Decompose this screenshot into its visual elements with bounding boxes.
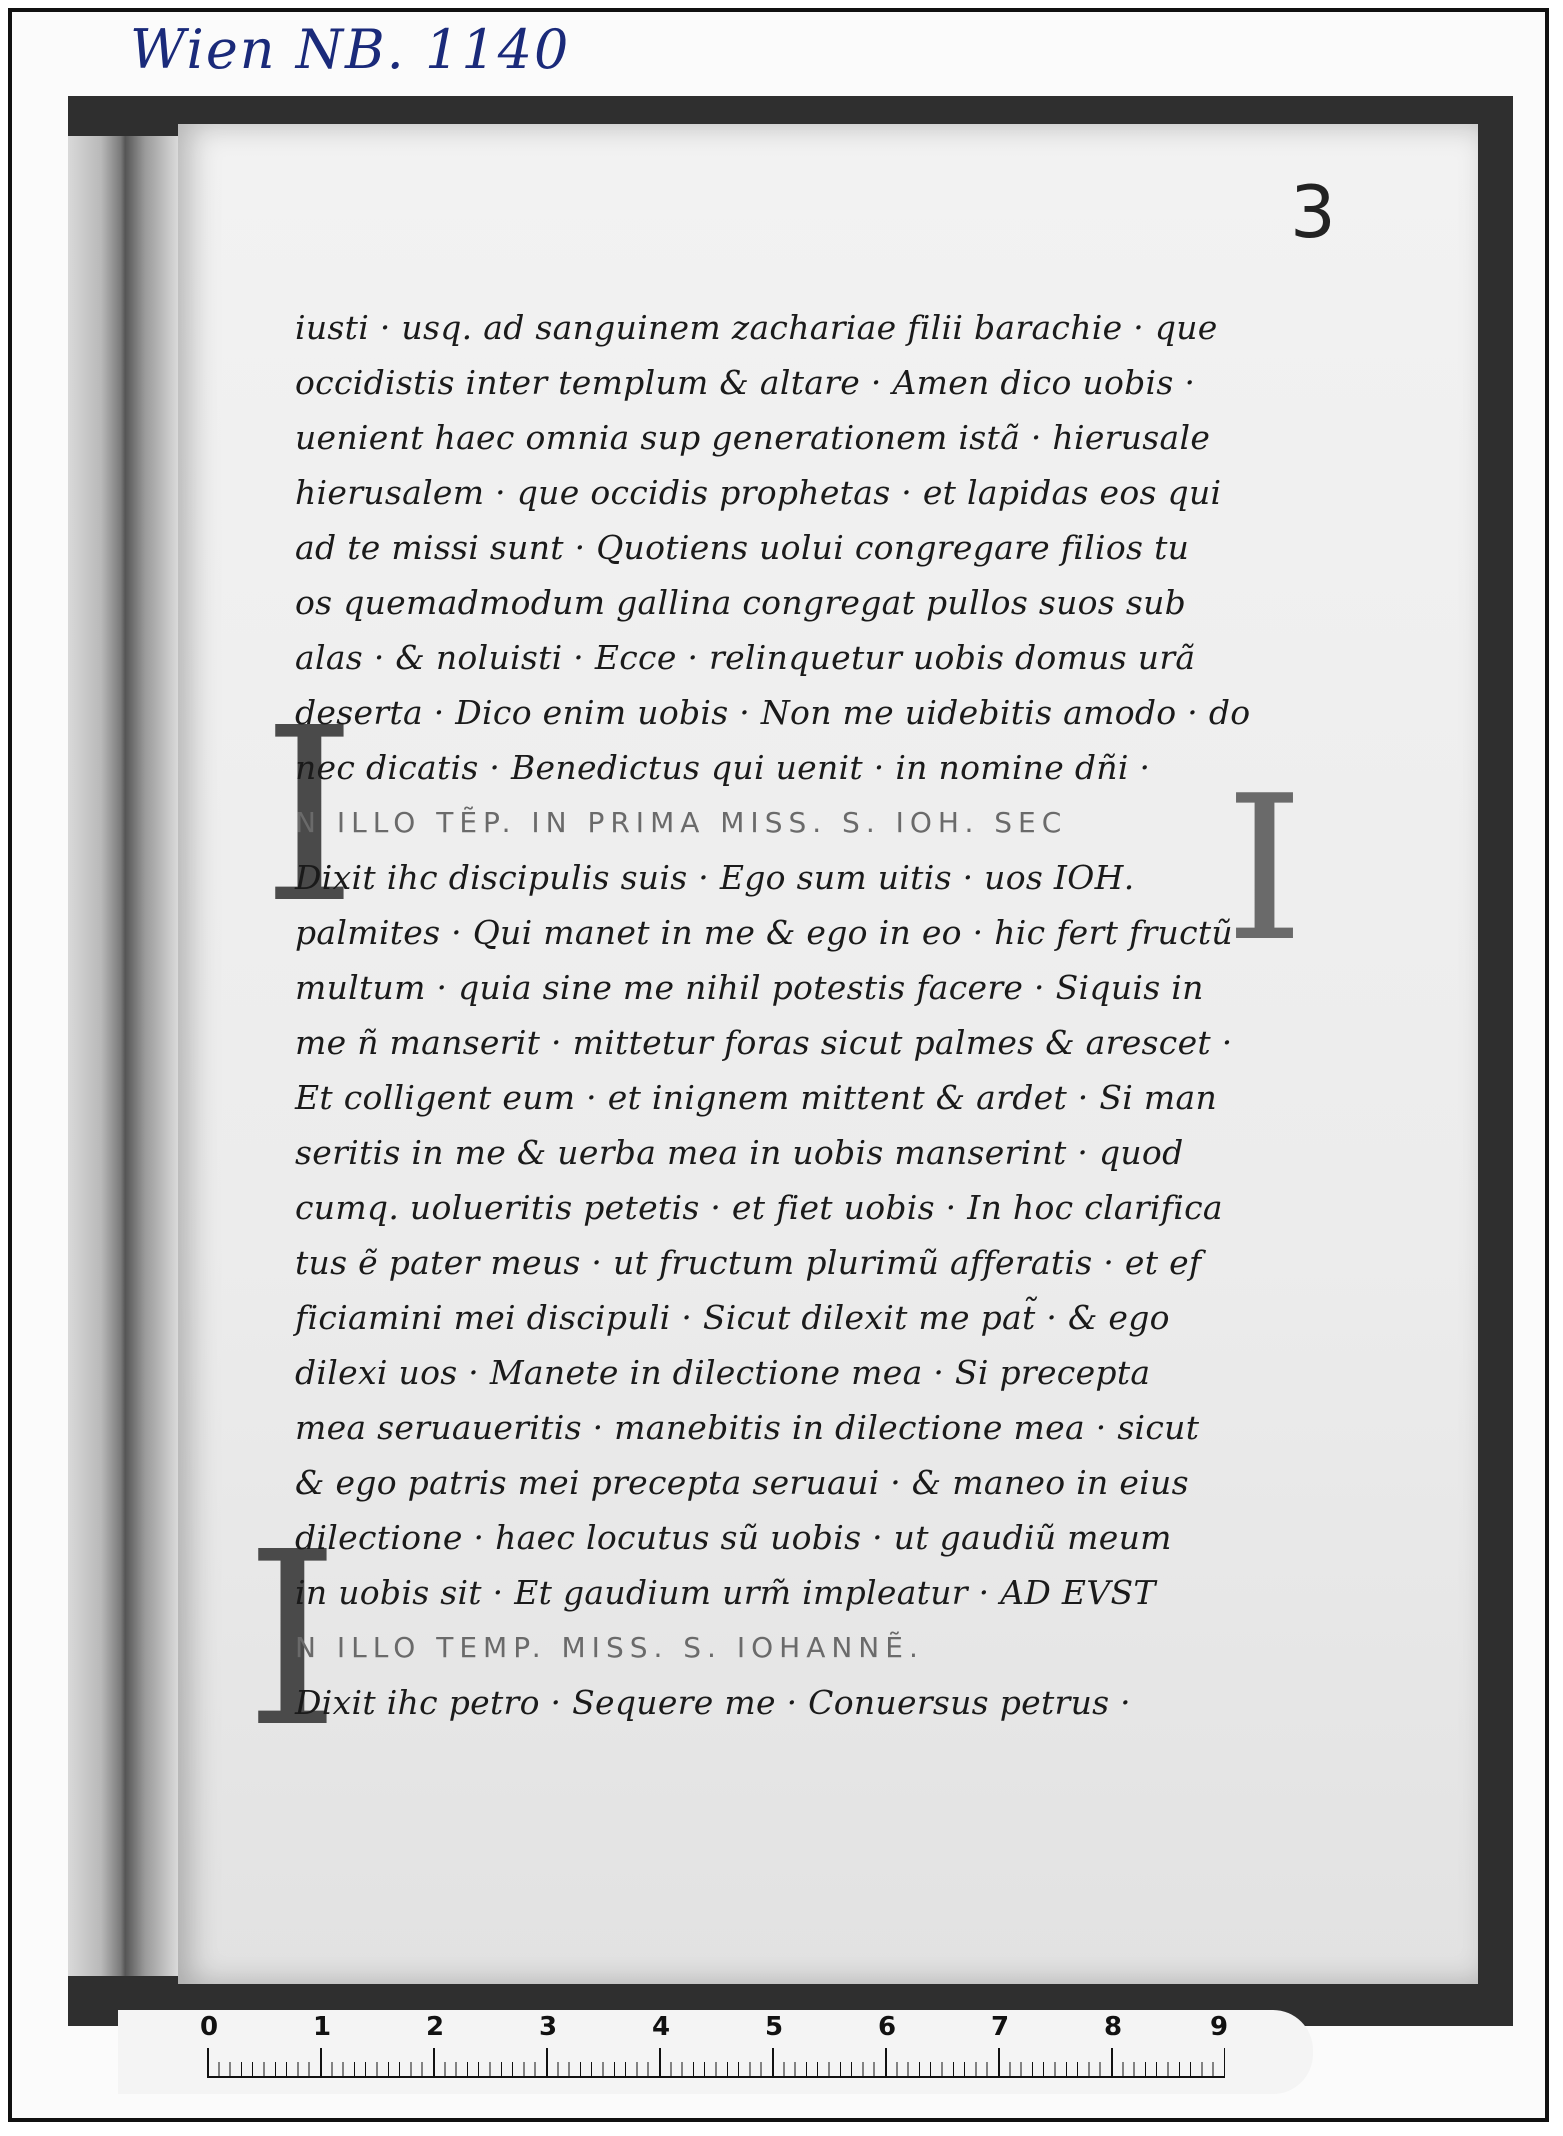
text-line: Et colligent eum · et inignem mittent & ardet · Si man (295, 1078, 1218, 1117)
ruler-label: 4 (652, 2012, 671, 2042)
text-line: cumq. uolueritis petetis · et fiet uobis · In hoc clarifica (295, 1188, 1223, 1227)
ruler-label: 9 (1210, 2012, 1229, 2042)
text-line: & ego patris mei precepta seruaui · & maneo in eius (295, 1463, 1189, 1502)
ruler-label: 7 (991, 2012, 1010, 2042)
text-line: deserta · Dico enim uobis · Non me uidebitis amodo · do (295, 693, 1251, 732)
manuscript-text (295, 300, 1275, 1730)
text-line: in uobis sit · Et gaudium urm̃ impleatur · AD EVST (295, 1573, 1156, 1612)
rubric-line: N ILLO TẼP. IN PRIMA MISS. S. IOH. SEC (295, 806, 1068, 839)
folio-number: 3 (1290, 170, 1336, 254)
ruler-label: 5 (765, 2012, 784, 2042)
text-line: ficiamini mei discipuli · Sicut dilexit me pat̃ · & ego (295, 1298, 1170, 1337)
text-line: iusti · usq. ad sanguinem zachariae filii barachie · que (295, 308, 1218, 347)
text-line: occidistis inter templum & altare · Amen dico uobis · (295, 363, 1196, 402)
decorated-initial: I (262, 676, 357, 956)
ruler-label: 0 (200, 2012, 219, 2042)
text-line: me ñ manserit · mittetur foras sicut palmes & arescet · (295, 1023, 1233, 1062)
ruler-label: 3 (539, 2012, 558, 2042)
decorated-initial: I (245, 1500, 340, 1780)
ruler-label: 2 (426, 2012, 445, 2042)
binding-gutter (68, 136, 178, 1976)
text-line: Dixit ihc discipulis suis · Ego sum uitis · uos IOH. (295, 858, 1135, 897)
shelfmark-annotation: Wien NB. 1140 (130, 18, 571, 81)
text-line: dilexi uos · Manete in dilectione mea · Si precepta (295, 1353, 1151, 1392)
text-line: dilectione · haec locutus sũ uobis · ut gaudiũ meum (295, 1518, 1172, 1557)
decorated-initial: I (1225, 753, 1305, 986)
text-line: palmites · Qui manet in me & ego in eo · hic fert fructũ (295, 913, 1233, 952)
ruler-label: 1 (313, 2012, 332, 2042)
text-line: Dixit ihc petro · Sequere me · Conuersus petrus · (295, 1683, 1131, 1722)
text-line: tus ẽ pater meus · ut fructum plurimũ afferatis · et ef (295, 1243, 1202, 1282)
text-line: mea seruaueritis · manebitis in dilectione mea · sicut (295, 1408, 1200, 1447)
text-line: ad te missi sunt · Quotiens uolui congregare filios tu (295, 528, 1190, 567)
ruler-label: 8 (1104, 2012, 1123, 2042)
text-line: os quemadmodum gallina congregat pullos suos sub (295, 583, 1187, 622)
text-line: multum · quia sine me nihil potestis facere · Siquis in (295, 968, 1204, 1007)
rubric-line: N ILLO TEMP. MISS. S. IOHANNẼ. (295, 1631, 924, 1664)
text-line: seritis in me & uerba mea in uobis manserint · quod (295, 1133, 1184, 1172)
ruler-ticks (207, 2048, 1225, 2078)
ruler-label: 6 (878, 2012, 897, 2042)
text-line: alas · & noluisti · Ecce · relinquetur uobis domus urã (295, 638, 1196, 677)
text-line: uenient haec omnia sup generationem istã · hierusale (295, 418, 1211, 457)
text-line: hierusalem · que occidis prophetas · et lapidas eos qui (295, 473, 1222, 512)
text-line: nec dicatis · Benedictus qui uenit · in nomine dñi · (295, 748, 1151, 787)
